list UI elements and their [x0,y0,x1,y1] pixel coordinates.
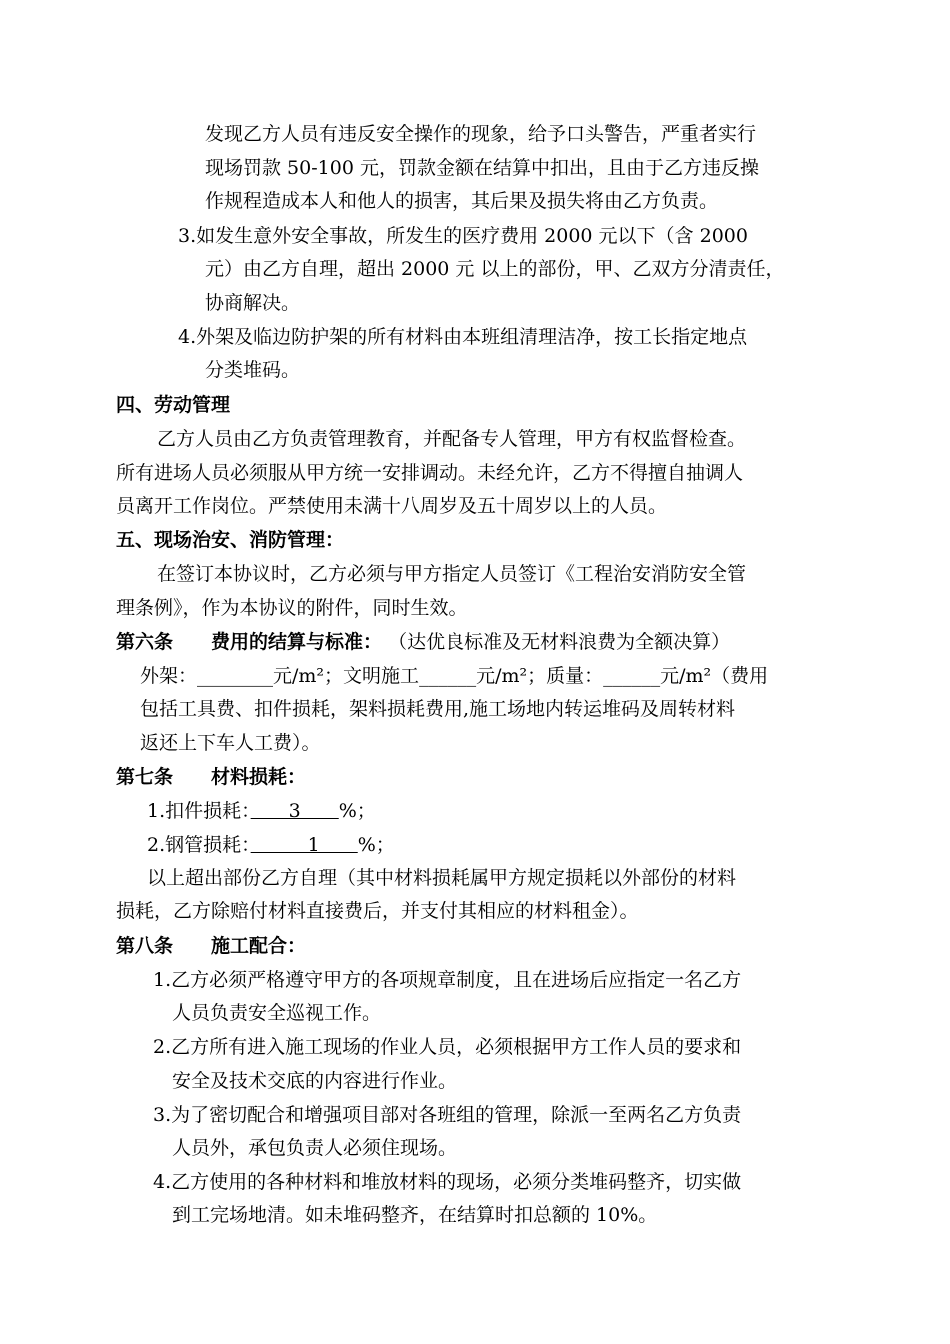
paragraph-line: 员离开工作岗位。严禁使用未满十八周岁及五十周岁以上的人员。 [116,495,668,517]
paragraph-line: 损耗，乙方除赔付材料直接费后，并支付其相应的材料租金）。 [116,900,639,922]
paragraph-line: 包括工具费、扣件损耗，架料损耗费用,施工场地内转运堆码及周转材料 [140,698,736,720]
paragraph-line: 以上超出部份乙方自理（其中材料损耗属甲方规定损耗以外部份的材料 [147,867,737,889]
fee-note-start: 元/m²（费用 [660,665,769,687]
list-item: 4.乙方使用的各种材料和堆放材料的现场，必须分类堆码整齐，切实做 [153,1171,742,1193]
text-line: 发现乙方人员有违反安全操作的现象，给予口头警告，严重者实行 [205,123,757,145]
text-line: 人员负责安全巡视工作。 [172,1002,382,1024]
label-steel-pipe-loss: 2.钢管损耗： [147,834,251,856]
list-item: 1.乙方必须严格遵守甲方的各项规章制度，且在进场后应指定一名乙方 [153,969,742,991]
loss-item-steel-pipe [147,833,395,857]
loss-item-fastener [147,799,376,823]
paragraph-line: 理条例》，作为本协议的附件，同时生效。 [116,597,468,619]
list-item: 2.乙方所有进入施工现场的作业人员，必须根据甲方工作人员的要求和 [153,1036,742,1058]
label-fastener-loss: 1.扣件损耗： [147,800,251,822]
blank-scaffold-price: ________ [197,665,274,687]
blank-quality-price: ______ [603,665,661,687]
paragraph-line: 在签订本协议时，乙方必须与甲方指定人员签订《工程治安消防安全管 [157,563,747,585]
text-line: 作规程造成本人和他人的损害，其后果及损失将由乙方负责。 [205,190,719,212]
blank-civilized-price: ______ [419,665,477,687]
article-heading-row [116,630,730,654]
article-note: （达优良标准及无材料浪费为全额决算） [388,631,731,653]
article-title: 第八条 施工配合： [116,935,307,957]
text-line: 元）由乙方自理，超出 2000 元 以上的部份，甲、乙双方分清责任， [205,258,785,280]
list-item: 3.如发生意外安全事故，所发生的医疗费用 2000 元以下（含 2000 [178,225,748,247]
list-item: 4.外架及临边防护架的所有材料由本班组清理洁净，按工长指定地点 [178,326,748,348]
text-line: 安全及技术交底的内容进行作业。 [172,1070,458,1092]
text-line: 现场罚款 50-100 元，罚款金额在结算中扣出，且由于乙方违反操 [205,157,759,179]
text-line: 协商解决。 [205,292,301,314]
percent-sign: %； [357,834,395,856]
section-heading: 五、现场治安、消防管理： [116,529,345,551]
paragraph-line: 乙方人员由乙方负责管理教育，并配备专人管理，甲方有权监督检查。 [157,428,747,450]
fastener-loss-value: 3 [250,800,339,822]
label-civilized-construction: 元/m²；文明施工 [273,665,420,687]
article-title: 第七条 材料损耗： [116,766,307,788]
percent-sign: %； [338,800,376,822]
label-quality: 元/m²；质量： [476,665,604,687]
steel-pipe-loss-value: 1 [250,834,358,856]
text-line: 人员外，承包负责人必须住现场。 [172,1137,458,1159]
fee-line [140,664,768,688]
paragraph-line: 所有进场人员必须服从甲方统一安排调动。未经允许，乙方不得擅自抽调人 [116,462,744,484]
label-scaffold: 外架： [140,665,198,687]
text-line: 到工完场地清。如未堆码整齐，在结算时扣总额的 10%。 [172,1204,658,1226]
section-heading: 四、劳动管理 [116,394,231,416]
list-item: 3.为了密切配合和增强项目部对各班组的管理，除派一至两名乙方负责 [153,1104,742,1126]
text-line: 分类堆码。 [205,359,301,381]
article-title: 第六条 费用的结算与标准： [116,631,383,653]
paragraph-line: 返还上下车人工费）。 [140,732,321,754]
